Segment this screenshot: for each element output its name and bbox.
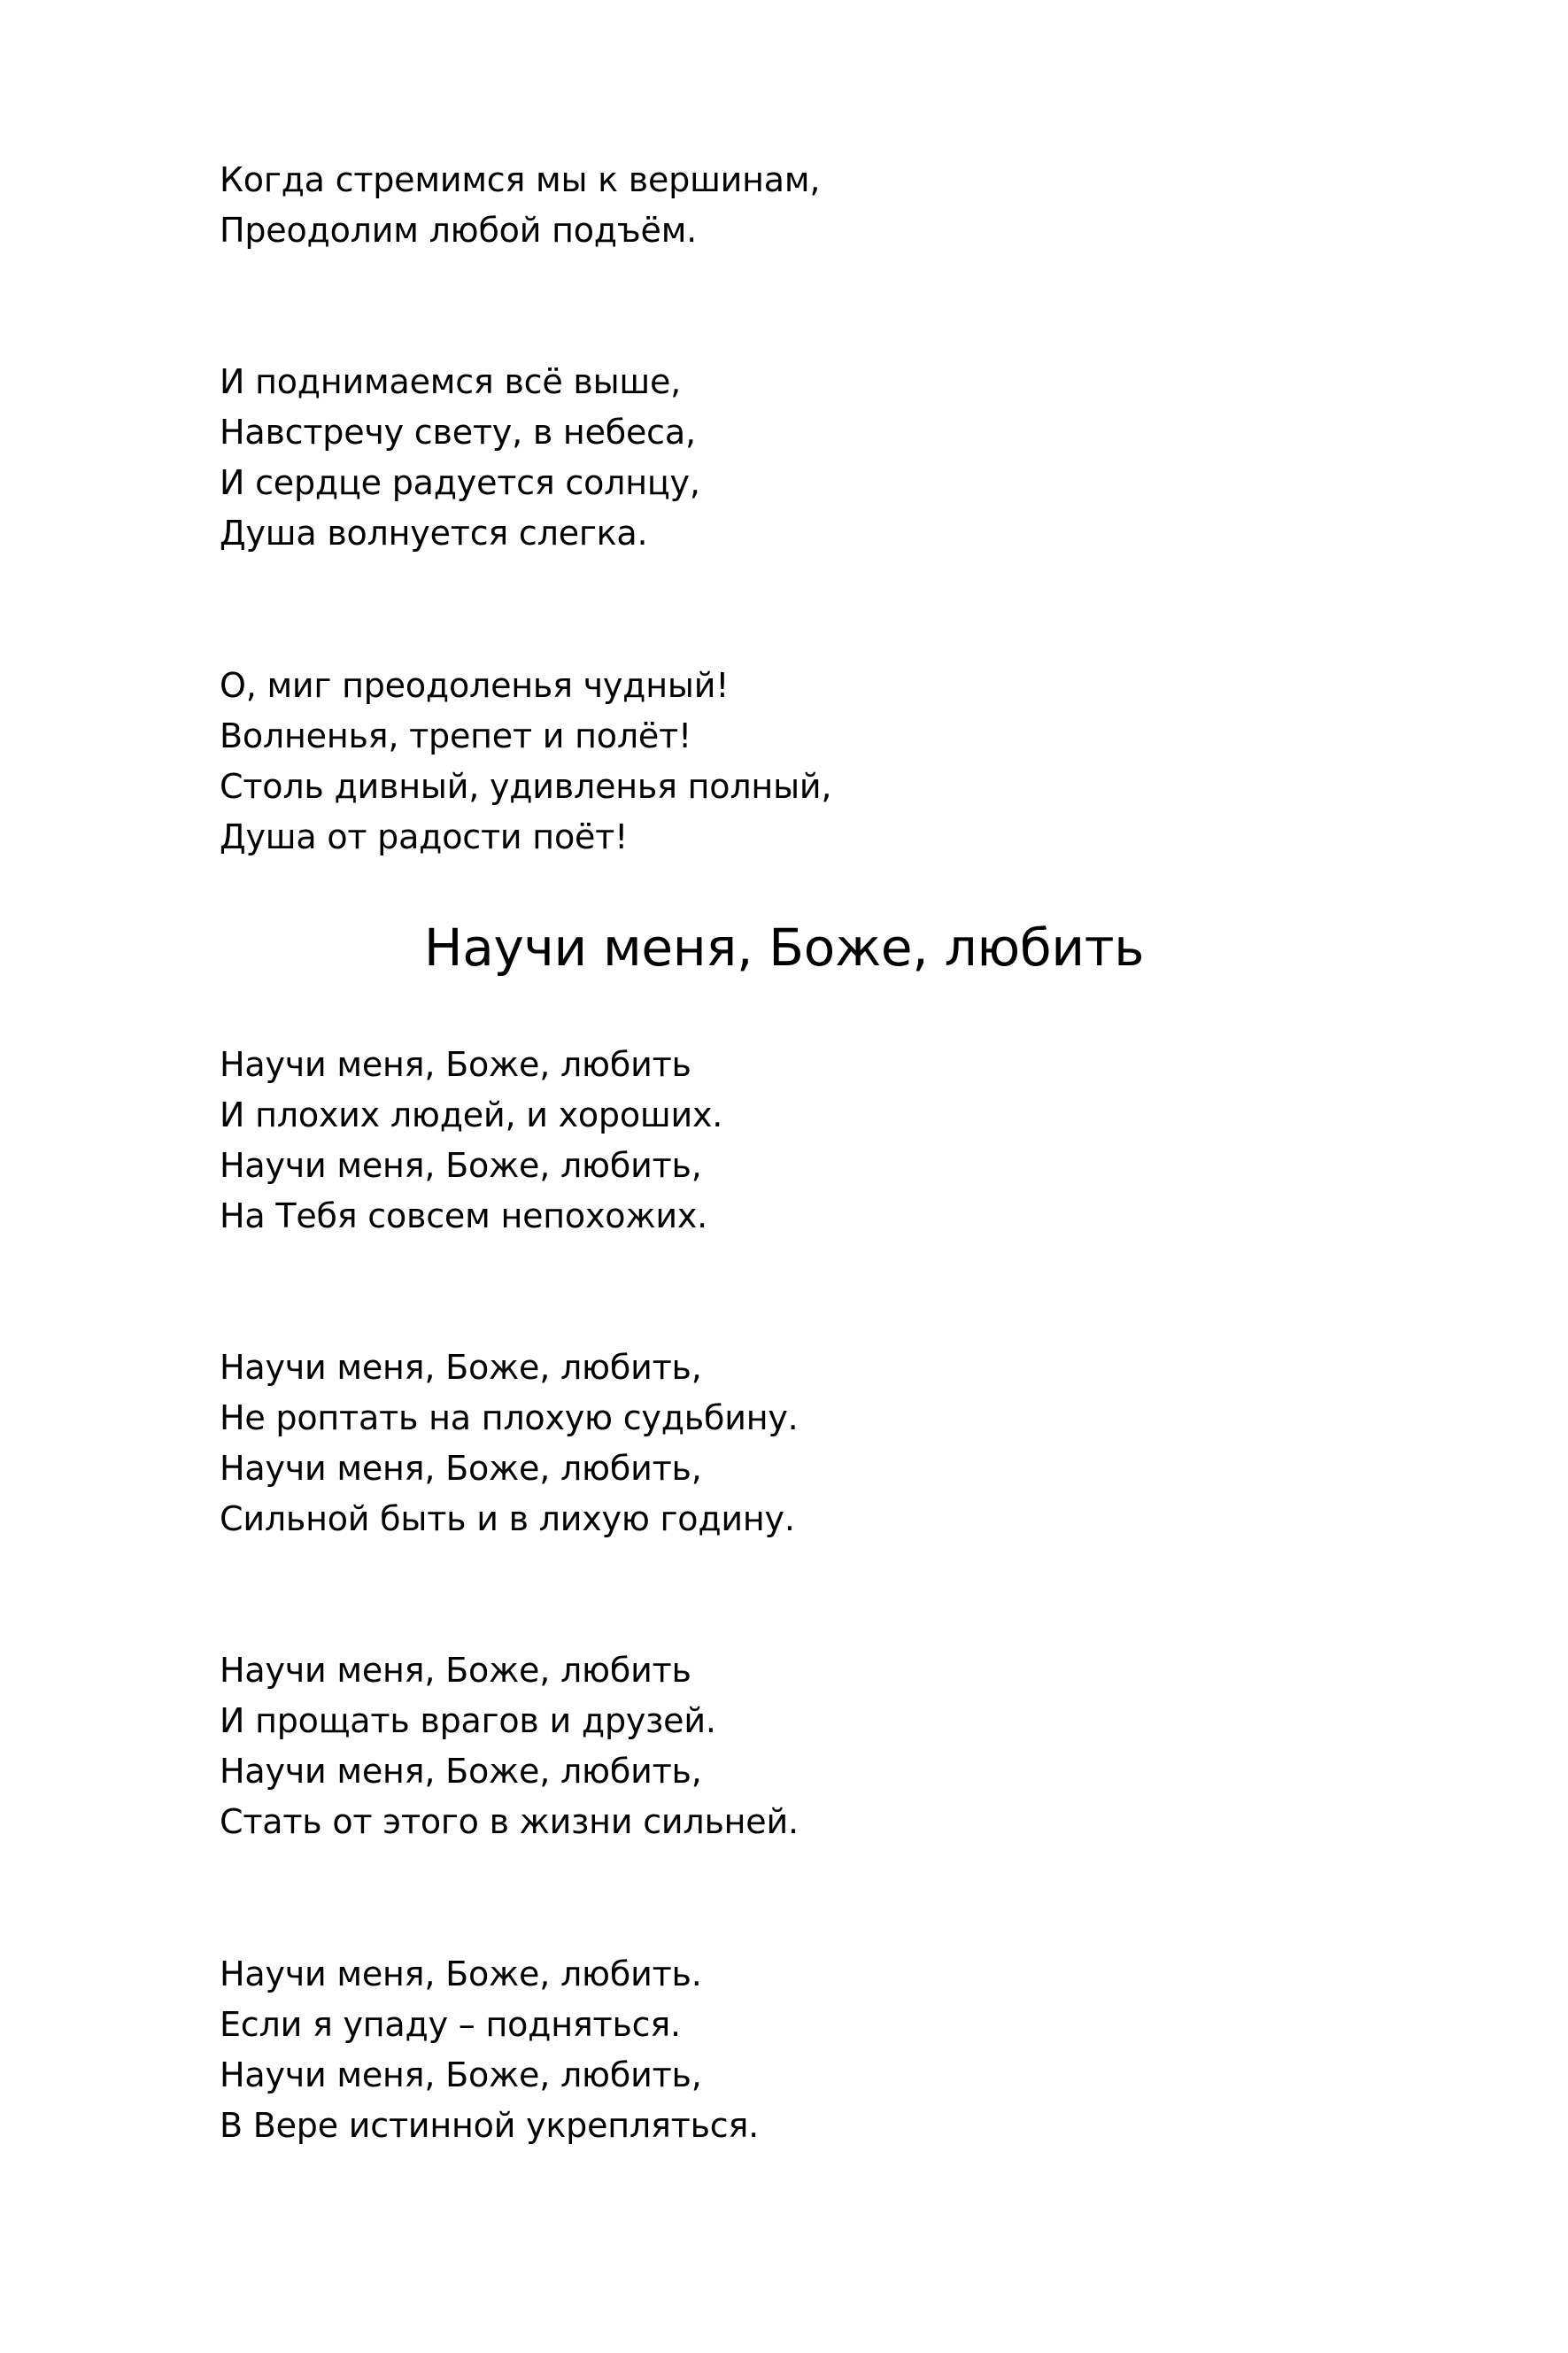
poem-line: Не роптать на плохую судьбину. <box>220 1398 799 1437</box>
poem-line: Столь дивный, удивленья полный, <box>220 767 832 806</box>
poem-line: Душа от радости поёт! <box>220 817 629 856</box>
poem-stanza-1 <box>220 1040 1371 1242</box>
poem-line: И прощать врагов и друзей. <box>220 1701 716 1740</box>
poem-line: И плохих людей, и хороших. <box>220 1095 723 1134</box>
poem-line: Научи меня, Боже, любить <box>220 1045 691 1084</box>
poem-line: На Тебя совсем непохожих. <box>220 1196 708 1235</box>
poem-line: И сердце радуется солнцу, <box>220 463 700 502</box>
prev-poem-stanza-1 <box>220 155 1371 256</box>
poem-line: Стать от этого в жизни сильней. <box>220 1802 799 1841</box>
poem-line: Если я упаду – подняться. <box>220 2005 681 2044</box>
poem-line: И поднимаемся всё выше, <box>220 362 682 401</box>
poem-line: Научи меня, Боже, любить, <box>220 2055 702 2094</box>
poem-stanza-2 <box>220 1343 1371 1544</box>
poem-line: Научи меня, Боже, любить, <box>220 1348 702 1387</box>
poem-line: О, миг преодоленья чудный! <box>220 666 730 705</box>
poem-line: Волненья, трепет и полёт! <box>220 716 692 755</box>
poem-stanza-3 <box>220 1645 1371 1847</box>
poem-line: Научи меня, Боже, любить, <box>220 1752 702 1791</box>
poem-line: Научи меня, Боже, любить, <box>220 1449 702 1488</box>
poem-line: Преодолим любой подъём. <box>220 211 698 250</box>
poem-line: В Вере истинной укрепляться. <box>220 2106 760 2145</box>
prev-poem-stanza-2 <box>220 357 1371 559</box>
poem-line: Научи меня, Боже, любить. <box>220 1954 702 1993</box>
poem-line: Навстречу свету, в небеса, <box>220 413 696 452</box>
poem-line: Научи меня, Боже, любить <box>220 1651 691 1690</box>
poem-line: Научи меня, Боже, любить, <box>220 1146 702 1185</box>
prev-poem-stanza-3 <box>220 661 1371 863</box>
poem-line: Когда стремимся мы к вершинам, <box>220 160 821 199</box>
poem-title: Научи меня, Боже, любить <box>423 917 1145 978</box>
poem-stanza-4 <box>220 1949 1371 2151</box>
poem-line: Сильной быть и в лихую годину. <box>220 1499 795 1538</box>
poem-line: Душа волнуется слегка. <box>220 514 648 553</box>
